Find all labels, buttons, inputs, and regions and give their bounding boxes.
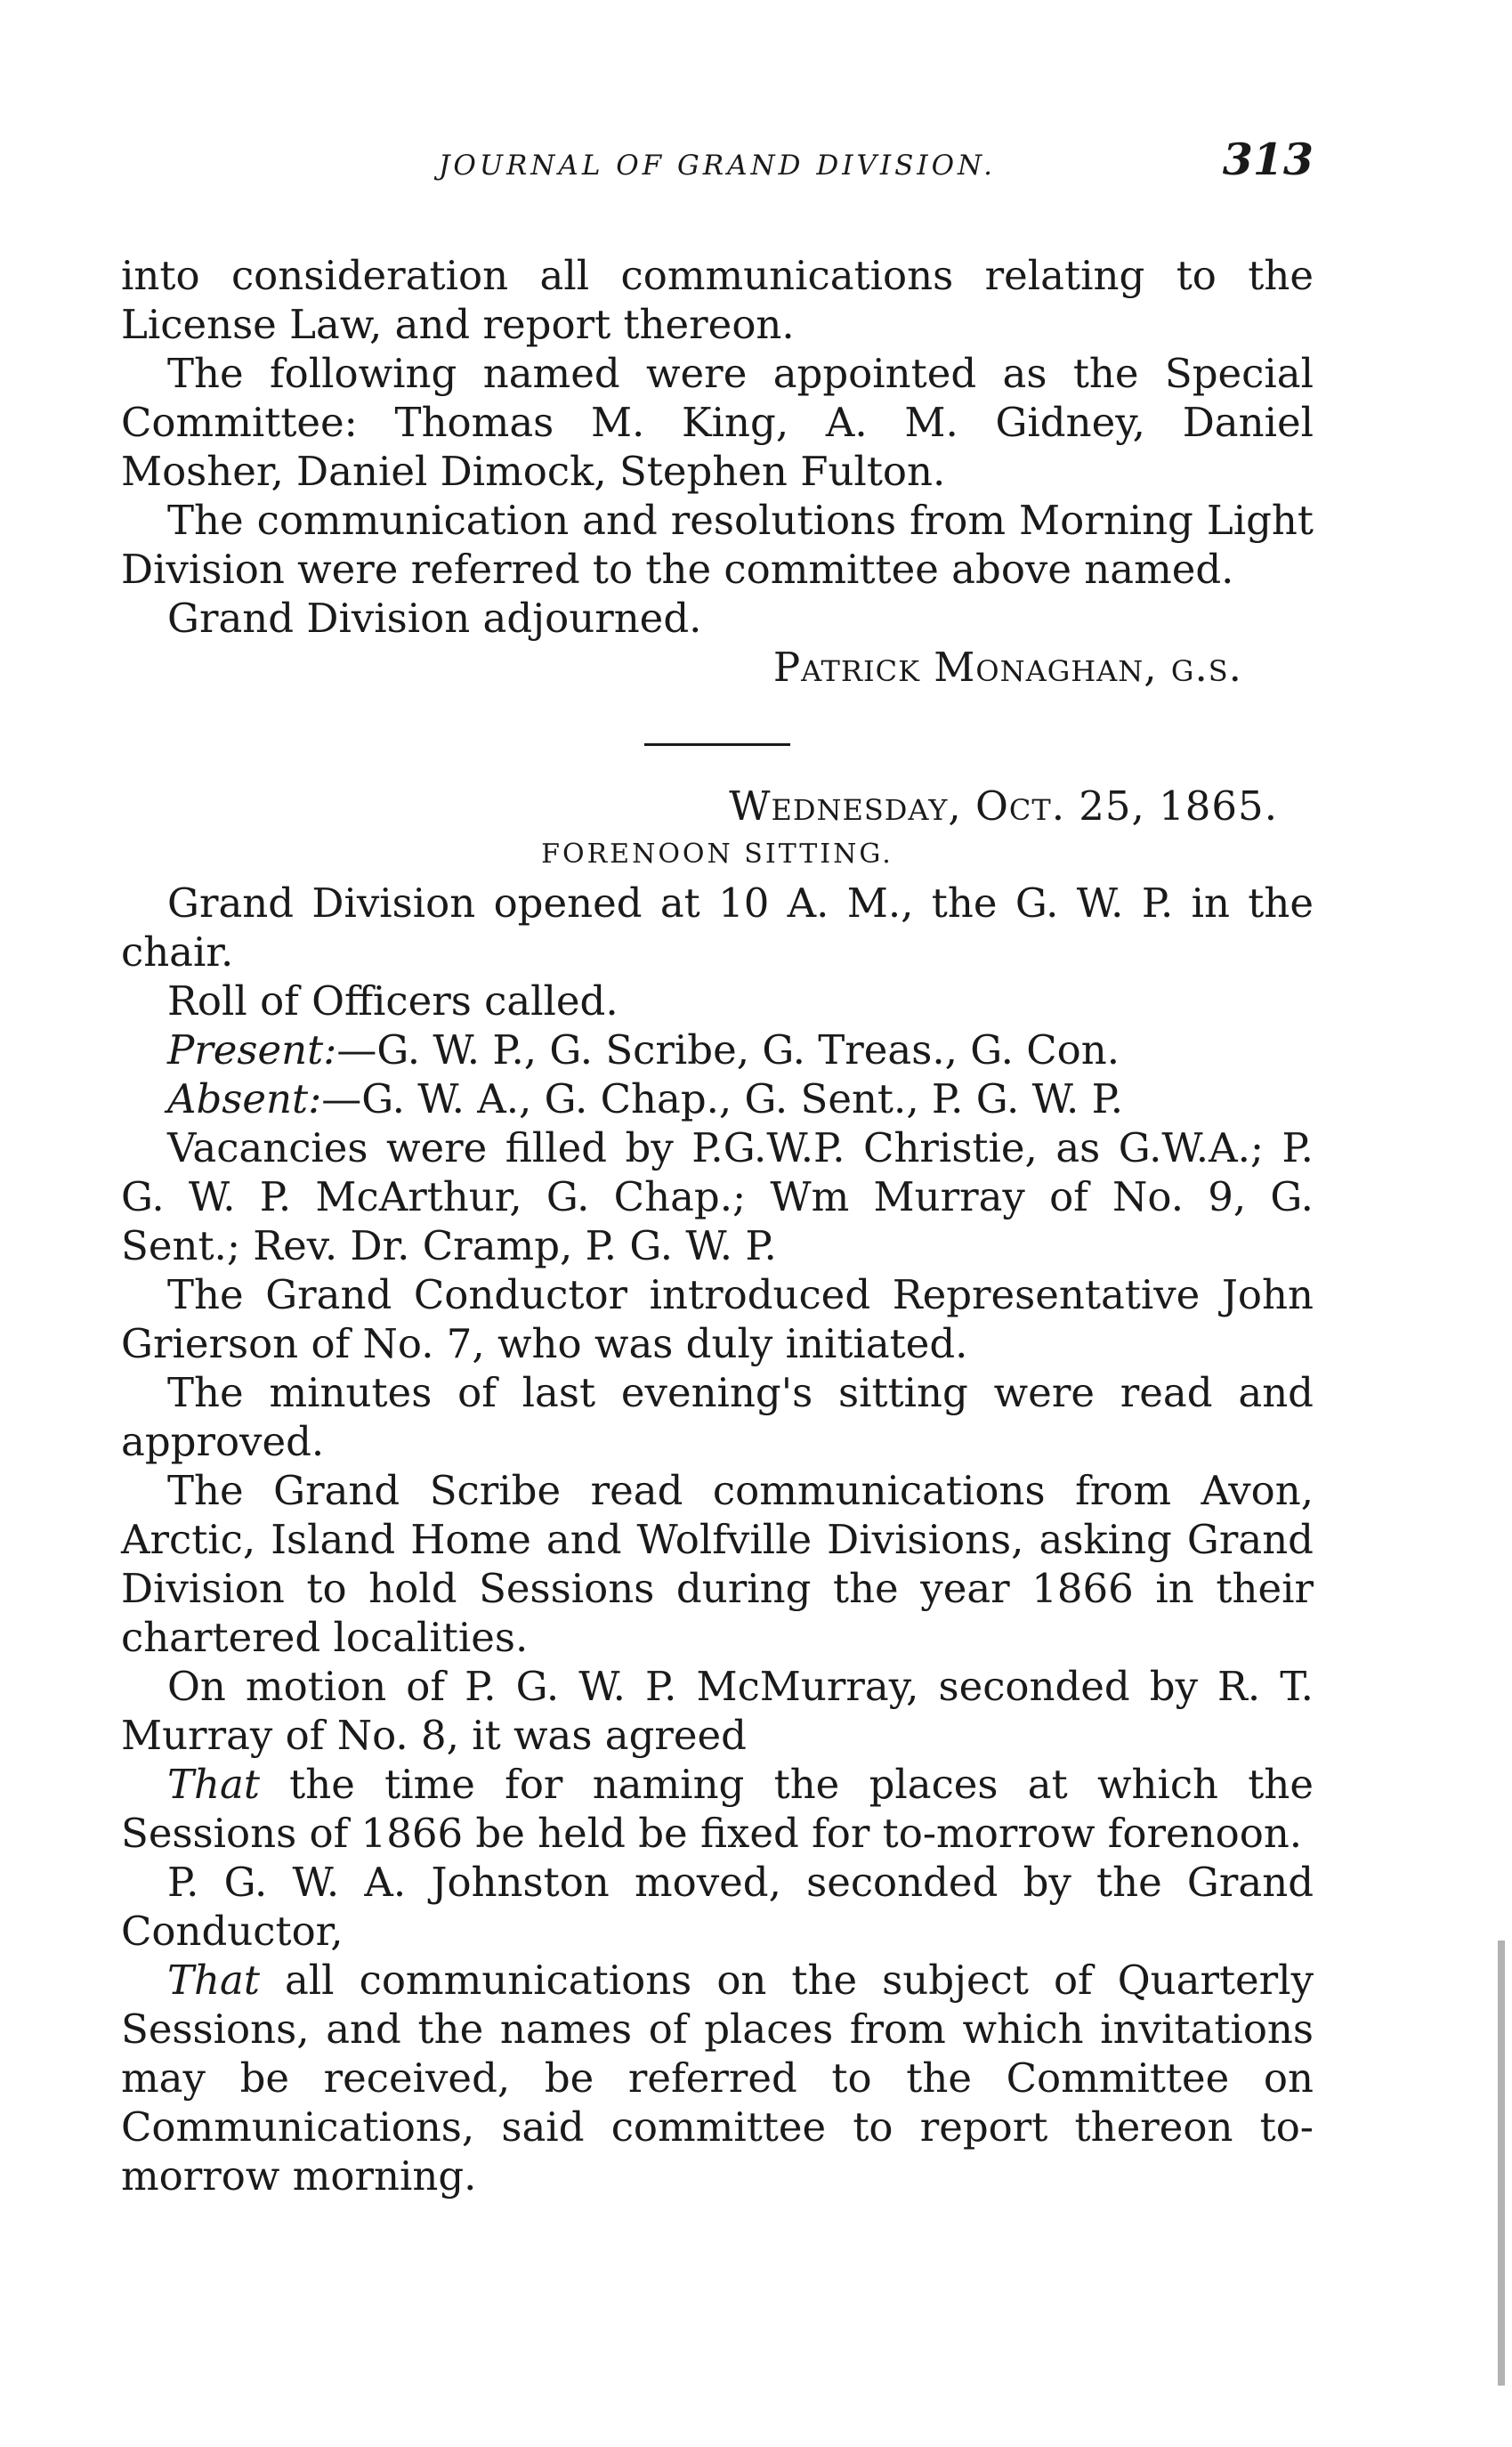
resolution-text: the time for naming the places at which the Sessions of 1866 be held be fixed for to-morrow forenoon. — [121, 1761, 1314, 1857]
paragraph: The communication and resolutions from Morning Light Division were referred to the committee above named. — [121, 497, 1314, 593]
paragraph: The minutes of last evening's sitting were read and approved. — [121, 1369, 1314, 1465]
signature: Patrick Monaghan, g.s. — [772, 644, 1242, 691]
running-head: JOURNAL OF GRAND DIVISION. — [439, 150, 996, 182]
paragraph: P. G. W. A. Johnston moved, seconded by the Grand Conductor, — [121, 1859, 1314, 1955]
paragraph: Grand Division adjourned. — [167, 595, 702, 642]
paragraph: On motion of P. G. W. P. McMurray, seconded by R. T. Murray of No. 8, it was agreed — [121, 1663, 1314, 1759]
resolution-text: all communications on the subject of Quarterly Sessions, and the names of places from which invitations may be received, be referred to the Committee on Communications, said committee to report thereon to-morrow morning. — [121, 1957, 1314, 2200]
session-date: Wednesday, Oct. 25, 1865. — [729, 782, 1278, 830]
resolution-label: That — [167, 1761, 260, 1808]
paragraph: into consideration all communications relating to the License Law, and report thereon. — [121, 252, 1314, 348]
resolution — [121, 1760, 1314, 1858]
paragraph: Grand Division opened at 10 A. M., the G. W. P. in the chair. — [121, 879, 1314, 976]
present-line — [121, 1025, 1314, 1074]
section-divider — [644, 743, 790, 746]
absent-label: Absent: — [167, 1075, 322, 1122]
page-header — [121, 134, 1314, 205]
paragraph: Vacancies were filled by P.G.W.P. Christie, as G.W.A.; P. G. W. P. McArthur, G. Chap.; Wm Murray of No. 9, G. Sent.; Rev. Dr. Cramp, P. G. W. P. — [121, 1124, 1314, 1269]
sitting-heading: FORENOON SITTING. — [541, 839, 893, 870]
paragraph: The Grand Conductor introduced Representative John Grierson of No. 7, who was duly initiated. — [121, 1271, 1314, 1367]
paragraph: The Grand Scribe read communications from Avon, Arctic, Island Home and Wolfville Divisions, asking Grand Division to hold Sessions during the year 1866 in their chartered localities. — [121, 1467, 1314, 1661]
present-text: —G. W. P., G. Scribe, G. Treas., G. Con. — [336, 1026, 1120, 1074]
paragraph: Roll of Officers called. — [167, 977, 619, 1025]
absent-text: —G. W. A., G. Chap., G. Sent., P. G. W. P. — [321, 1075, 1124, 1122]
scan-edge-artifact — [1498, 1941, 1505, 2386]
absent-line — [121, 1074, 1314, 1123]
resolution — [121, 1956, 1314, 2200]
body-text — [121, 251, 1314, 2200]
page-number: 313 — [1222, 134, 1314, 185]
resolution-label: That — [167, 1957, 260, 2004]
paragraph: The following named were appointed as the Special Committee: Thomas M. King, A. M. Gidney, Daniel Mosher, Daniel Dimock, Stephen Fulton. — [121, 350, 1314, 495]
present-label: Present: — [167, 1026, 337, 1074]
